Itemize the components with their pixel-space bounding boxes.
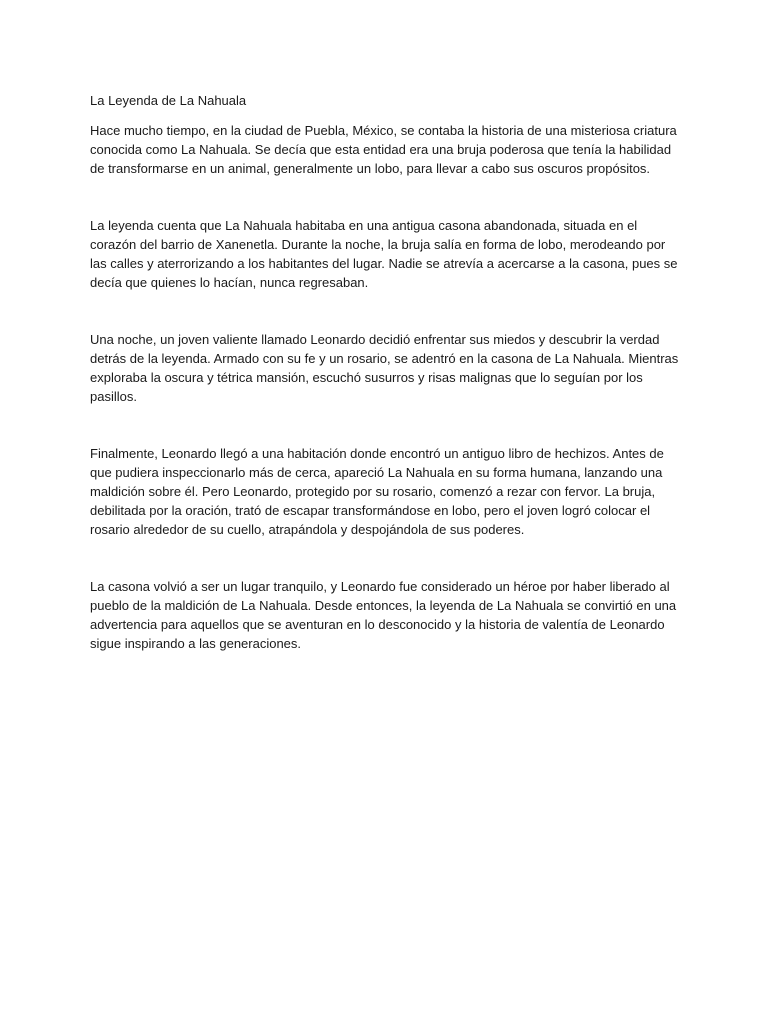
paragraph-4: Finalmente, Leonardo llegó a una habitación donde encontró un antiguo libro de hechizos. Antes de que pudiera inspeccionarlo más de cerca, apareció La Nahuala en su forma humana, lanzando una maldición sobre él. Pero Leonardo, protegido por su rosario, comenzó a rezar con fervor. La bruja, debilitada por la oración, trató de escapar transformándose en lobo, pero el joven logró colocar el rosario alrededor de su cuello, atrapándola y despojándola de sus poderes. — [90, 446, 664, 537]
paragraph-2: La leyenda cuenta que La Nahuala habitaba en una antigua casona abandonada, situada en el corazón del barrio de Xanenetla. Durante la noche, la bruja salía en forma de lobo, merodeando por las calles y aterrorizando a los habitantes del lugar. Nadie se atrevía a acercarse a la casona, pues se decía que quienes lo hacían, nunca regresaban. — [90, 218, 678, 290]
paragraph-1: Hace mucho tiempo, en la ciudad de Puebla, México, se contaba la historia de una misteriosa criatura conocida como La Nahuala. Se decía que esta entidad era una bruja poderosa que tenía la habilidad de transformarse en un animal, generalmente un lobo, para llevar a cabo sus oscuros propósitos. — [90, 123, 677, 176]
document-body — [90, 91, 682, 653]
paragraph-5: La casona volvió a ser un lugar tranquilo, y Leonardo fue considerado un héroe por haber liberado al pueblo de la maldición de La Nahuala. Desde entonces, la leyenda de La Nahuala se convirtió en una advertencia para aquellos que se aventuran en lo desconocido y la historia de valentía de Leonardo sigue inspirando a las generaciones. — [90, 579, 677, 651]
paragraph-3: Una noche, un joven valiente llamado Leonardo decidió enfrentar sus miedos y descubrir la verdad detrás de la leyenda. Armado con su fe y un rosario, se adentró en la casona de La Nahuala. Mientras exploraba la oscura y tétrica mansión, escuchó susurros y risas malignas que lo seguían por los pasillos. — [90, 332, 679, 404]
document-title: La Leyenda de La Nahuala — [90, 93, 247, 108]
